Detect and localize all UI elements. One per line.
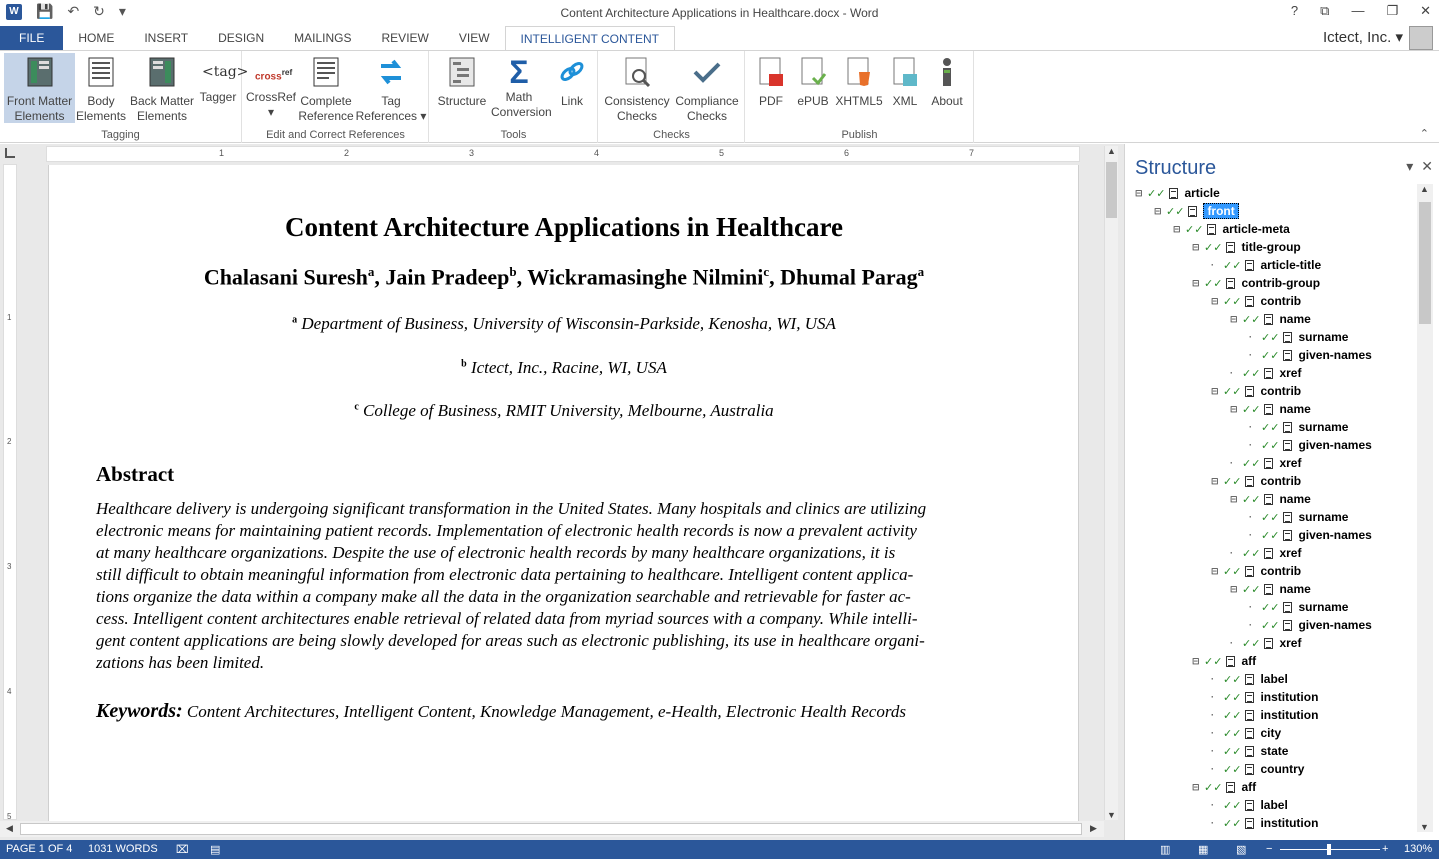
close-button[interactable]: ✕ [1420,3,1431,18]
document-horizontal-scrollbar[interactable] [0,821,1104,837]
structure-tree[interactable] [1125,184,1415,840]
element-doc-icon [1283,512,1292,523]
tree-node-label: state [1260,744,1289,758]
abstract-body: Healthcare delivery is undergoing significant transformation in the United States. Many hospitals and clinics are utilizing electronic means for maintaining patient records. Implementation of electronic health records is now a prevalent activity at many healthcare organizations. Despite the use of electronic health records by many healthcare organizations, it is still difficult to obtain meaningful information from electronic data pertaining to healthcare. Intelligent content applica- tions organize the data within a company make all the data in the organization searchable and retrievable for faster ac- cess. Intelligent content architectures enable retrieval of related data from myriad sources with a company. While intelli- gent content applications are being slowly developed for areas such as electronic publishing, its use in healthcare organi- zations has been limited. [96,499,927,672]
consistency-icon [621,56,653,88]
help-button[interactable]: ? [1290,3,1299,18]
tree-node-label: contrib [1260,474,1302,488]
valid-check-icon: ✓✓ [1261,529,1280,542]
element-doc-icon [1283,422,1292,433]
proofing-icon[interactable]: ⌧ [176,844,189,856]
valid-check-icon: ✓✓ [1204,277,1223,290]
user-name: Ictect, Inc. [1322,29,1392,46]
abstract-heading: Abstract [96,462,175,486]
tree-node-article-title[interactable] [1211,256,1321,274]
document-authors: Chalasani Suresh$^a$, Jain Pradeep$^b$, Wickramasinghe Nilmini$^c$, Dhumal Parag$^a$ [203,264,925,290]
tree-node-surname[interactable] [1249,508,1348,526]
keywords: Keywords: Content Architectures, Intelligent Content, Knowledge Management, e-Health, Electronic Health Records [96,700,906,722]
tree-node-name[interactable] [1230,490,1311,508]
back-matter-button[interactable]: Back Matter Elements [127,53,197,123]
tree-node-label: institution [1260,816,1319,830]
page-count[interactable]: PAGE 1 OF 4 [6,843,73,855]
element-doc-icon [1245,386,1254,397]
valid-check-icon: ✓✓ [1261,421,1280,434]
tree-node-surname[interactable] [1249,328,1348,346]
collapse-toggle-icon[interactable]: ⊟ [1211,565,1219,576]
element-doc-icon [1264,404,1273,415]
element-doc-icon [1264,584,1273,595]
tree-node-label: name [1279,402,1311,416]
pane-close-icon[interactable]: ✕ [1421,158,1433,174]
tree-line-icon: · [1249,440,1252,450]
group-tagging: Front Matter Elements Body Elements Back Matter Elements <tag> Tagger Tagging [0,51,242,143]
tree-node-aff[interactable] [1192,652,1256,670]
minimize-button[interactable]: — [1351,3,1365,18]
tree-line-icon: · [1249,602,1252,612]
element-doc-icon [1245,476,1254,487]
tree-node-label: xref [1279,636,1302,650]
pdf-icon [755,56,787,88]
tree-node-front[interactable] [1154,202,1239,220]
about-button[interactable]: About [926,53,968,123]
tree-node-label: aff [1241,780,1257,794]
element-doc-icon [1245,764,1254,775]
tree-node-label: title-group [1241,240,1301,254]
tree-node-country[interactable] [1211,760,1304,778]
tag-references-icon [375,56,407,88]
structure-pane [1124,144,1439,840]
tree-node-label: front [1203,203,1238,219]
tree-node-name[interactable] [1230,400,1311,418]
tree-node-contrib[interactable] [1211,382,1301,400]
macro-icon[interactable]: ▤ [210,844,221,856]
pane-options-icon[interactable]: ▾ [1406,158,1414,174]
xml-button[interactable]: XML [884,53,926,123]
tree-node-contrib-group[interactable] [1192,274,1320,292]
structure-button[interactable]: Structure [433,53,491,123]
avatar[interactable] [1409,26,1433,50]
tab-home[interactable]: HOME [78,31,115,45]
group-edit-references: cross$^{ref}$ CrossRef ▾ Complete Reference Tag References ▾ Edit and Correct References [243,51,429,143]
tagger-button[interactable]: <tag> Tagger [197,53,239,123]
tree-node-label: given-names [1298,618,1372,632]
tree-line-icon: · [1211,260,1214,270]
tree-node-surname[interactable] [1249,418,1348,436]
collapse-toggle-icon[interactable]: ⊟ [1154,205,1162,216]
tree-node-label: institution [1260,708,1319,722]
tree-node-xref[interactable] [1230,454,1301,472]
tree-node-label: label [1260,672,1288,686]
tree-line-icon: · [1230,458,1233,468]
sigma-icon: Σ [509,54,529,90]
valid-check-icon: ✓✓ [1166,205,1185,218]
element-doc-icon [1264,548,1273,559]
xhtml5-button[interactable]: XHTML5 [834,53,884,123]
valid-check-icon: ✓✓ [1147,187,1166,200]
tree-node-label: name [1279,312,1311,326]
epub-button[interactable]: ePUB [792,53,834,123]
element-doc-icon [1283,332,1292,343]
tree-node-label: surname [1298,330,1349,344]
tree-line-icon: · [1211,746,1214,756]
element-doc-icon [1245,746,1254,757]
valid-check-icon: ✓✓ [1261,331,1280,344]
collapse-toggle-icon[interactable]: ⊟ [1192,781,1200,792]
hscroll-thumb[interactable] [20,823,1082,835]
tree-node-label: xref [1279,366,1302,380]
word-count[interactable]: 1031 WORDS [88,843,158,855]
pdf-button[interactable]: PDF [750,53,792,123]
tree-line-icon: · [1249,332,1252,342]
tree-node-label: given-names [1298,528,1372,542]
tree-node-given-names[interactable] [1249,526,1372,544]
valid-check-icon: ✓✓ [1261,601,1280,614]
tree-line-icon: · [1211,728,1214,738]
valid-check-icon: ✓✓ [1223,295,1242,308]
zoom-slider-thumb[interactable] [1327,844,1331,855]
tree-node-contrib[interactable] [1211,292,1301,310]
horizontal-ruler[interactable]: 1 2 3 4 5 6 7 [46,146,1080,162]
valid-check-icon: ✓✓ [1242,367,1261,380]
structure-pane-title: Structure [1135,157,1217,179]
front-matter-button[interactable]: Front Matter Elements [4,53,75,123]
print-layout-icon[interactable]: ▦ [1198,844,1209,856]
body-elements-icon [85,56,117,88]
tree-node-institution[interactable] [1211,706,1318,724]
valid-check-icon: ✓✓ [1223,385,1242,398]
tree-node-label: given-names [1298,348,1372,362]
tree-node-label: contrib [1260,384,1302,398]
tree-line-icon: · [1211,764,1214,774]
valid-check-icon: ✓✓ [1223,259,1242,272]
structure-icon [446,56,478,88]
document-vertical-scrollbar[interactable] [1104,146,1118,820]
element-doc-icon [1245,692,1254,703]
tree-line-icon: · [1249,350,1252,360]
valid-check-icon: ✓✓ [1185,223,1204,236]
structure-scrollbar[interactable] [1417,184,1433,832]
word-logo-icon[interactable]: W [6,4,22,20]
valid-check-icon: ✓✓ [1261,619,1280,632]
tree-line-icon: · [1211,818,1214,828]
ribbon-tabs [0,26,1439,50]
element-doc-icon [1264,638,1273,649]
element-doc-icon [1245,296,1254,307]
epub-icon [797,56,829,88]
zoom-in-icon[interactable]: + [1382,843,1389,855]
tab-design[interactable]: DESIGN [218,31,265,45]
tree-node-state[interactable] [1211,742,1288,760]
ruler-corner-icon[interactable] [5,148,15,158]
document-title: Content Architecture Applications in Healthcare [285,212,843,242]
collapse-toggle-icon[interactable]: ⊟ [1230,313,1238,324]
tree-line-icon: · [1230,368,1233,378]
user-account[interactable]: Ictect, Inc. ▾ [1322,29,1403,46]
link-icon [556,56,588,88]
tree-node-label: xref [1279,456,1302,470]
xml-icon [889,56,921,88]
collapse-toggle-icon[interactable]: ⊟ [1230,403,1238,414]
tree-node-label: city [1260,726,1282,740]
collapse-toggle-icon[interactable]: ⊟ [1211,295,1219,306]
tab-review[interactable]: REVIEW [381,31,429,45]
valid-check-icon: ✓✓ [1242,313,1261,326]
window-title: Content Architecture Applications in Healthcare.docx - Word [560,6,879,20]
tree-node-label: article-meta [1222,222,1290,236]
element-doc-icon [1245,674,1254,685]
tree-node-label: country [1260,762,1305,776]
collapse-toggle-icon[interactable]: ⊟ [1135,187,1143,198]
tab-insert[interactable]: INSERT [144,31,189,45]
tree-line-icon: · [1211,800,1214,810]
redo-icon[interactable]: ↻ [93,3,105,19]
vertical-ruler[interactable]: 1 2 3 4 5 [3,164,17,820]
tree-node-given-names[interactable] [1249,436,1372,454]
crossref-icon: cross$^{ref}$ [255,67,293,83]
tree-node-aff[interactable] [1192,778,1256,796]
tab-file[interactable]: FILE [0,26,63,50]
scroll-down-icon[interactable]: ▼ [1107,810,1116,820]
collapse-toggle-icon[interactable]: ⊟ [1211,385,1219,396]
checkmark-icon [691,56,723,88]
element-doc-icon [1226,242,1235,253]
tree-node-label: name [1279,492,1311,506]
tree-node-label[interactable] [1211,670,1288,688]
tree-node-label: article [1184,186,1220,200]
tree-node-institution[interactable] [1211,814,1318,832]
valid-check-icon: ✓✓ [1223,799,1242,812]
body-elements-button[interactable]: Body Elements [76,53,126,123]
tree-line-icon: · [1249,512,1252,522]
valid-check-icon: ✓✓ [1204,655,1223,668]
valid-check-icon: ✓✓ [1261,511,1280,524]
zoom-level[interactable]: 130% [1404,843,1433,855]
tree-node-city[interactable] [1211,724,1281,742]
pane-scroll-up-icon[interactable]: ▲ [1420,184,1429,194]
tree-node-label: surname [1298,510,1349,524]
affiliation-b: $^b$ Ictect, Inc., Racine, WI, USA [461,358,667,377]
customize-qat-icon[interactable]: ▾ [118,3,126,19]
pane-scroll-thumb[interactable] [1419,202,1431,324]
tree-line-icon: · [1211,692,1214,702]
element-doc-icon [1169,188,1178,199]
tree-node-title-group[interactable] [1192,238,1301,256]
collapse-toggle-icon[interactable]: ⊟ [1192,241,1200,252]
valid-check-icon: ✓✓ [1223,763,1242,776]
tree-node-xref[interactable] [1230,364,1301,382]
valid-check-icon: ✓✓ [1223,565,1242,578]
valid-check-icon: ✓✓ [1261,349,1280,362]
group-publish: PDF ePUB XHTML5 XML About Publish [746,51,974,143]
tab-view[interactable]: VIEW [458,31,490,45]
valid-check-icon: ✓✓ [1223,727,1242,740]
affiliation-c: $^c$ College of Business, RMIT University, Melbourne, Australia [354,401,774,420]
valid-check-icon: ✓✓ [1223,673,1242,686]
valid-check-icon: ✓✓ [1242,547,1261,560]
affiliation-a: $^a$ Department of Business, University of Wisconsin-Parkside, Kenosha, WI, USA [292,314,836,333]
element-doc-icon [1226,656,1235,667]
tree-node-label: institution [1260,690,1319,704]
element-doc-icon [1226,278,1235,289]
tag-references-button[interactable]: Tag References ▾ [355,53,427,123]
element-doc-icon [1245,566,1254,577]
group-tools: Structure Σ Math Conversion Link Tools [430,51,598,143]
back-matter-icon [146,56,178,88]
tree-node-label: xref [1279,546,1302,560]
element-doc-icon [1283,350,1292,361]
tree-node-label: given-names [1298,438,1372,452]
zoom-out-icon[interactable]: − [1266,843,1273,855]
group-checks: Consistency Checks Compliance Checks Checks [599,51,745,143]
collapse-ribbon-icon[interactable]: ⌃ [1419,128,1429,140]
element-doc-icon [1188,206,1197,217]
tree-line-icon: · [1211,710,1214,720]
read-mode-icon[interactable]: ▥ [1160,844,1171,856]
valid-check-icon: ✓✓ [1204,241,1223,254]
element-doc-icon [1283,602,1292,613]
tree-node-article-meta[interactable] [1173,220,1290,238]
element-doc-icon [1283,440,1292,451]
tree-node-label: contrib [1260,294,1302,308]
scroll-right-icon[interactable]: ▶ [1090,823,1097,833]
tree-node-name[interactable] [1230,310,1311,328]
valid-check-icon: ✓✓ [1242,493,1261,506]
collapse-toggle-icon[interactable]: ⊟ [1192,655,1200,666]
valid-check-icon: ✓✓ [1223,691,1242,704]
valid-check-icon: ✓✓ [1204,781,1223,794]
element-doc-icon [1245,728,1254,739]
valid-check-icon: ✓✓ [1242,457,1261,470]
tagger-icon: <tag> [202,64,249,80]
tree-node-institution[interactable] [1211,688,1318,706]
element-doc-icon [1283,530,1292,541]
ribbon [0,50,1439,143]
status-bar [0,840,1439,859]
tree-node-contrib[interactable] [1211,472,1301,490]
element-doc-icon [1283,620,1292,631]
collapse-toggle-icon[interactable]: ⊟ [1173,223,1181,234]
tree-line-icon: · [1249,620,1252,630]
tree-node-label: aff [1241,654,1257,668]
complete-reference-icon [310,56,342,88]
html5-icon [843,56,875,88]
tree-line-icon: · [1211,674,1214,684]
tree-node-xref[interactable] [1230,634,1301,652]
tab-intelligent-content[interactable]: INTELLIGENT CONTENT [505,26,675,51]
valid-check-icon: ✓✓ [1223,745,1242,758]
collapse-toggle-icon[interactable]: ⊟ [1211,475,1219,486]
complete-reference-button[interactable]: Complete Reference [297,53,355,123]
tree-node-label: label [1260,798,1288,812]
info-icon [931,56,963,88]
element-doc-icon [1264,458,1273,469]
tree-node-label: surname [1298,600,1349,614]
tree-node-label: contrib-group [1241,276,1321,290]
valid-check-icon: ✓✓ [1242,403,1261,416]
tree-line-icon: · [1230,548,1233,558]
window-controls [1291,3,1431,19]
element-doc-icon [1226,782,1235,793]
math-conversion-button[interactable]: Σ Math Conversion [491,54,552,119]
restore-button[interactable]: ❐ [1386,3,1399,18]
front-matter-icon [24,56,56,88]
tree-line-icon: · [1249,422,1252,432]
valid-check-icon: ✓✓ [1242,637,1261,650]
compliance-checks-button[interactable]: Compliance Checks [672,53,742,123]
element-doc-icon [1245,818,1254,829]
tree-node-label: surname [1298,420,1349,434]
element-doc-icon [1245,710,1254,721]
tree-node-given-names[interactable] [1249,346,1372,364]
tab-mailings[interactable]: MAILINGS [294,31,352,45]
element-doc-icon [1207,224,1216,235]
web-layout-icon[interactable]: ▧ [1236,844,1247,856]
tree-node-name[interactable] [1230,580,1311,598]
title-bar [0,0,1439,26]
element-doc-icon [1264,314,1273,325]
crossref-button[interactable]: cross$^{ref}$ CrossRef ▾ [245,53,297,123]
tree-line-icon: · [1249,530,1252,540]
tree-node-label[interactable] [1211,796,1288,814]
element-doc-icon [1264,368,1273,379]
pane-scroll-down-icon[interactable]: ▼ [1420,822,1429,832]
undo-icon[interactable]: ↶ [67,3,80,19]
consistency-checks-button[interactable]: Consistency Checks [602,53,672,123]
collapse-toggle-icon[interactable]: ⊟ [1230,583,1238,594]
valid-check-icon: ✓✓ [1223,709,1242,722]
tree-node-given-names[interactable] [1249,616,1372,634]
scroll-thumb[interactable] [1106,162,1117,218]
tree-node-article[interactable] [1135,184,1220,202]
element-doc-icon [1245,800,1254,811]
tree-line-icon: · [1230,638,1233,648]
collapse-toggle-icon[interactable]: ⊟ [1230,493,1238,504]
scroll-left-icon[interactable]: ◀ [6,823,13,833]
tree-node-label: article-title [1260,258,1322,272]
tree-node-label: name [1279,582,1311,596]
collapse-toggle-icon[interactable]: ⊟ [1192,277,1200,288]
valid-check-icon: ✓✓ [1261,439,1280,452]
tree-node-xref[interactable] [1230,544,1301,562]
tree-node-surname[interactable] [1249,598,1348,616]
valid-check-icon: ✓✓ [1223,817,1242,830]
tree-node-label: contrib [1260,564,1302,578]
valid-check-icon: ✓✓ [1223,475,1242,488]
ribbon-display-icon[interactable]: ⧉ [1320,3,1330,18]
element-doc-icon [1264,494,1273,505]
link-button[interactable]: Link [548,53,596,123]
save-icon[interactable]: 💾 [36,3,54,19]
element-doc-icon [1245,260,1254,271]
valid-check-icon: ✓✓ [1242,583,1261,596]
scroll-up-icon[interactable]: ▲ [1107,146,1116,156]
tree-node-contrib[interactable] [1211,562,1301,580]
